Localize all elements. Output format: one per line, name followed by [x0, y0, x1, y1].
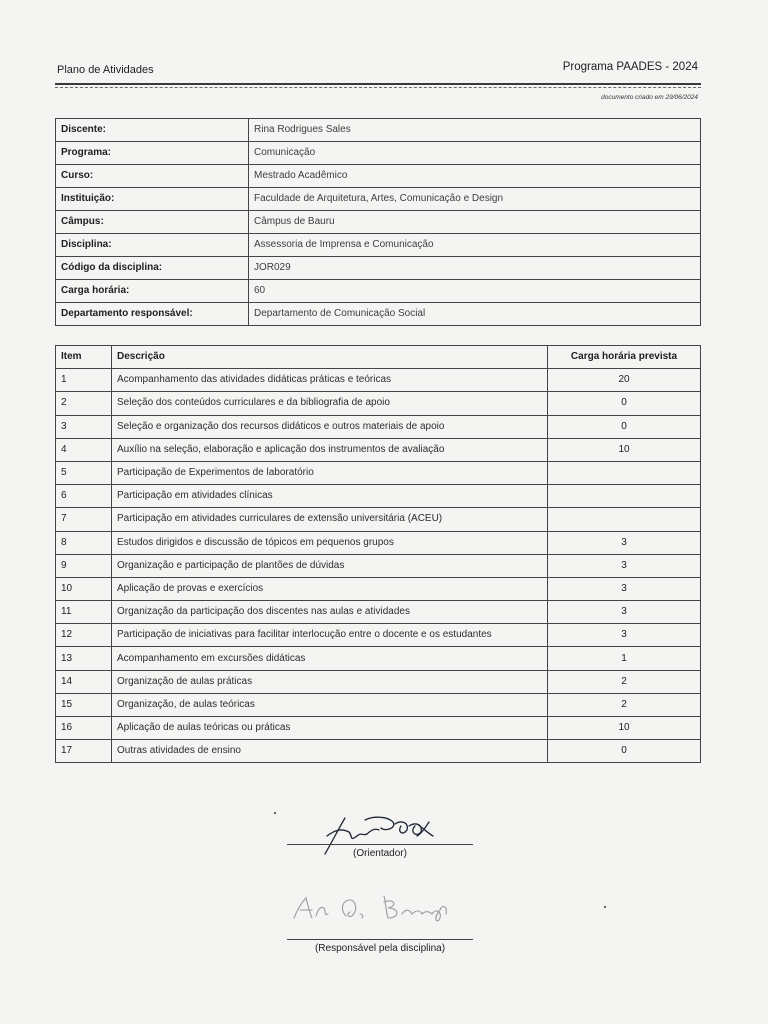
info-label: Código da disciplina: — [56, 257, 249, 280]
activity-item-number: 7 — [56, 508, 112, 531]
activity-hours: 3 — [548, 624, 701, 647]
info-value: Assessoria de Imprensa e Comunicação — [249, 234, 701, 257]
activity-hours — [548, 508, 701, 531]
info-value: Comunicação — [249, 142, 701, 165]
info-label: Discente: — [56, 119, 249, 142]
activity-row — [56, 485, 701, 508]
activity-description: Estudos dirigidos e discussão de tópicos em pequenos grupos — [112, 531, 548, 554]
activity-description: Acompanhamento em excursões didáticas — [112, 647, 548, 670]
activity-description: Auxílio na seleção, elaboração e aplicação dos instrumentos de avaliação — [112, 438, 548, 461]
header-rule — [55, 83, 701, 85]
info-label: Carga horária: — [56, 280, 249, 303]
activity-hours: 0 — [548, 740, 701, 763]
activity-hours: 3 — [548, 601, 701, 624]
activity-description: Seleção e organização dos recursos didáticos e outros materiais de apoio — [112, 415, 548, 438]
activity-hours: 2 — [548, 670, 701, 693]
info-row — [56, 165, 701, 188]
column-header-item: Item — [56, 346, 112, 369]
activity-row — [56, 369, 701, 392]
activity-row — [56, 740, 701, 763]
activity-row — [56, 508, 701, 531]
activity-item-number: 14 — [56, 670, 112, 693]
activity-hours: 0 — [548, 415, 701, 438]
activity-description: Participação em atividades clínicas — [112, 485, 548, 508]
activity-item-number: 11 — [56, 601, 112, 624]
info-value: Mestrado Acadêmico — [249, 165, 701, 188]
activity-item-number: 4 — [56, 438, 112, 461]
activity-description: Acompanhamento das atividades didáticas práticas e teóricas — [112, 369, 548, 392]
activity-row — [56, 717, 701, 740]
activity-description: Outras atividades de ensino — [112, 740, 548, 763]
activity-row — [56, 554, 701, 577]
activity-item-number: 8 — [56, 531, 112, 554]
activity-item-number: 15 — [56, 693, 112, 716]
program-title: Programa PAADES - 2024 — [562, 61, 698, 73]
document-title: Plano de Atividades — [57, 64, 154, 76]
info-value: Rina Rodrigues Sales — [249, 119, 701, 142]
activity-row — [56, 392, 701, 415]
activity-item-number: 3 — [56, 415, 112, 438]
info-row — [56, 211, 701, 234]
activity-row — [56, 438, 701, 461]
info-value: Faculdade de Arquitetura, Artes, Comunicação e Design — [249, 188, 701, 211]
activity-description: Organização da participação dos discentes nas aulas e atividades — [112, 601, 548, 624]
activity-row — [56, 461, 701, 484]
creation-date: documento criado em 29/06/2024 — [601, 94, 698, 101]
activity-hours — [548, 485, 701, 508]
activity-item-number: 17 — [56, 740, 112, 763]
activity-hours: 20 — [548, 369, 701, 392]
info-row — [56, 188, 701, 211]
activity-row — [56, 415, 701, 438]
activity-item-number: 5 — [56, 461, 112, 484]
responsible-signature — [290, 888, 470, 928]
activity-item-number: 2 — [56, 392, 112, 415]
info-row — [56, 303, 701, 326]
scan-speck — [274, 812, 276, 814]
scan-speck — [604, 906, 606, 908]
activity-hours: 2 — [548, 693, 701, 716]
activity-hours: 3 — [548, 577, 701, 600]
info-label: Departamento responsável: — [56, 303, 249, 326]
activities-header-row — [56, 346, 701, 369]
info-row — [56, 142, 701, 165]
activity-description: Participação em atividades curriculares de extensão universitária (ACEU) — [112, 508, 548, 531]
activity-item-number: 12 — [56, 624, 112, 647]
info-label: Curso: — [56, 165, 249, 188]
responsible-caption: (Responsável pela disciplina) — [314, 943, 446, 954]
activity-hours: 10 — [548, 438, 701, 461]
info-row — [56, 119, 701, 142]
info-label: Câmpus: — [56, 211, 249, 234]
column-header-description: Descrição — [112, 346, 548, 369]
activities-table — [55, 345, 701, 763]
activity-description: Organização de aulas práticas — [112, 670, 548, 693]
info-value: Câmpus de Bauru — [249, 211, 701, 234]
info-value: Departamento de Comunicação Social — [249, 303, 701, 326]
activity-item-number: 9 — [56, 554, 112, 577]
info-row — [56, 257, 701, 280]
activity-row — [56, 577, 701, 600]
activity-hours — [548, 461, 701, 484]
activity-hours: 1 — [548, 647, 701, 670]
activity-item-number: 13 — [56, 647, 112, 670]
info-value: JOR029 — [249, 257, 701, 280]
activity-description: Participação de iniciativas para facilitar interlocução entre o docente e os estudantes — [112, 624, 548, 647]
info-row — [56, 280, 701, 303]
activity-item-number: 6 — [56, 485, 112, 508]
activity-row — [56, 531, 701, 554]
activity-item-number: 10 — [56, 577, 112, 600]
activity-description: Participação de Experimentos de laboratório — [112, 461, 548, 484]
activity-row — [56, 624, 701, 647]
activity-hours: 3 — [548, 531, 701, 554]
activity-item-number: 1 — [56, 369, 112, 392]
activity-row — [56, 601, 701, 624]
advisor-signature-line — [287, 844, 473, 845]
advisor-caption: (Orientador) — [353, 848, 407, 859]
student-info-table — [55, 118, 701, 326]
activity-hours: 10 — [548, 717, 701, 740]
activity-description: Organização e participação de plantões de dúvidas — [112, 554, 548, 577]
responsible-signature-line — [287, 939, 473, 940]
activity-hours: 3 — [548, 554, 701, 577]
activity-row — [56, 670, 701, 693]
info-row — [56, 234, 701, 257]
activity-row — [56, 647, 701, 670]
activity-description: Aplicação de aulas teóricas ou práticas — [112, 717, 548, 740]
header-rule-dashed — [55, 87, 701, 88]
info-label: Disciplina: — [56, 234, 249, 257]
info-label: Programa: — [56, 142, 249, 165]
column-header-hours: Carga horária prevista — [548, 346, 701, 369]
activity-description: Seleção dos conteúdos curriculares e da bibliografia de apoio — [112, 392, 548, 415]
info-label: Instituição: — [56, 188, 249, 211]
info-value: 60 — [249, 280, 701, 303]
activity-item-number: 16 — [56, 717, 112, 740]
activity-description: Aplicação de provas e exercícios — [112, 577, 548, 600]
activity-row — [56, 693, 701, 716]
activity-hours: 0 — [548, 392, 701, 415]
activity-description: Organização, de aulas teóricas — [112, 693, 548, 716]
